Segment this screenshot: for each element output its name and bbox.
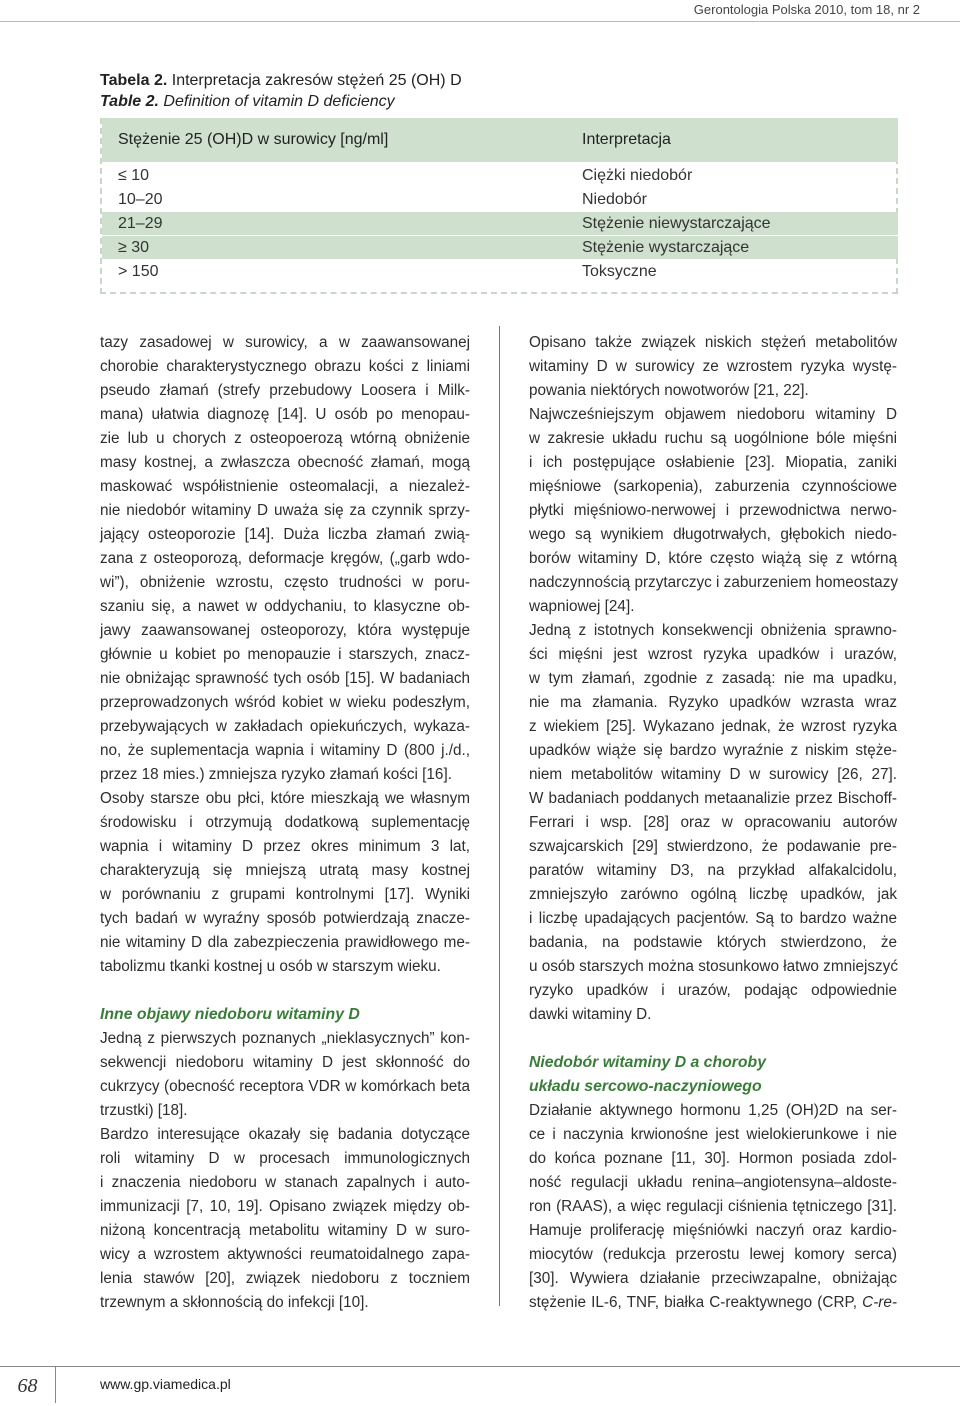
cell-interpretation: Stężenie niewystarczające <box>582 215 771 232</box>
text-line: w porównaniu z grupami kontrolnymi [17]. Wyniki <box>100 886 470 903</box>
table-caption-pl <box>100 70 462 91</box>
text-line: wi”), obniżenie wzrostu, często trudności w poru- <box>100 574 470 591</box>
text-line: masy kostnej, a zwłaszcza obecność złamań, mogą <box>100 454 470 471</box>
text-line-italic-part: C-re- <box>862 1294 897 1311</box>
text-line: tazy zasadowej w surowicy, a w zaawansowanej <box>100 334 470 351</box>
text-line: powania niektórych nowotworów [21, 22]. <box>529 382 809 399</box>
text-line: ce i naczynia krwionośne jest wielokierunkowe i nie <box>529 1126 897 1143</box>
cell-interpretation: Niedobór <box>582 191 647 208</box>
table-row <box>102 212 898 235</box>
text-line: borów witaminy D, które często wiążą się z wtórną <box>529 550 897 567</box>
paragraph <box>100 1027 470 1123</box>
text-line: upadków wiąże się bardzo wyraźnie z niskim stęże- <box>529 742 897 759</box>
table-caption-en <box>100 91 462 112</box>
caption-label-pl: Tabela 2. <box>100 72 168 89</box>
text-line: pseudo złamań (strefy przebudowy Loosera i Milk- <box>100 382 470 399</box>
text-line: tych badań w wyraźny sposób potwierdzają znacze- <box>100 910 470 927</box>
text-line: i liczbę upadających pacjentów. Są to bardzo ważne <box>529 910 897 927</box>
footer-divider <box>0 1366 960 1367</box>
table-caption <box>100 70 462 112</box>
text-line: paratów witaminy D3, na przykład alfakalcidolu, <box>529 862 897 879</box>
section-heading: Inne objawy niedoboru witaminy D <box>100 1006 360 1023</box>
text-line: badania, na podstawie których stwierdzono, że <box>529 934 897 951</box>
text-line: jający osteoporozie [14]. Duża liczba złamań zwią- <box>100 526 470 543</box>
text-line: środowisku i otrzymują dodatkową suplementację <box>100 814 470 831</box>
text-line: z wiekiem [25]. Wykazano jednak, że wzrost ryzyka <box>529 718 897 735</box>
text-line: niżoną koncentracją metabolitu witaminy D w suro- <box>100 1222 470 1239</box>
section-heading-line1: Niedobór witaminy D a choroby <box>529 1054 766 1071</box>
text-line: szaniu się, a nawet w oddychaniu, to klasyczne ob- <box>100 598 470 615</box>
cell-range: 21–29 <box>118 215 163 232</box>
text-line: W badaniach poddanych metaanalizie przez Bischoff- <box>529 790 897 807</box>
table-row <box>102 236 898 259</box>
paragraph <box>100 787 470 979</box>
text-line: nadczynnością przytarczyc i zaburzeniem homeostazy <box>529 574 898 591</box>
website-link[interactable]: www.gp.viamedica.pl <box>100 1376 231 1392</box>
text-line: Jedną z pierwszych poznanych „nieklasycznych” kon- <box>100 1030 470 1047</box>
header-concentration: Stężenie 25 (OH)D w surowicy [ng/ml] <box>118 131 389 148</box>
text-line: wego są wynikiem długotrwałych, głębokich niedo- <box>529 526 897 543</box>
text-line: lenia stawów [20], związek niedoboru z toczniem <box>100 1270 470 1287</box>
text-line: Działanie aktywnego hormonu 1,25 (OH)2D na ser- <box>529 1102 897 1119</box>
text-line: zie lub u chorych z osteopoerozą wtórną obniżenie <box>100 430 470 447</box>
text-line: Jedną z istotnych konsekwencji obniżenia sprawno- <box>529 622 897 639</box>
text-line: Hamuje proliferację mięśniówki naczyń oraz kardio- <box>529 1222 897 1239</box>
text-line: szwajcarskich [29] stwierdzono, że podawanie pre- <box>529 838 897 855</box>
text-line: ność regulacji układu renina–angiotensyna–aldoste- <box>529 1174 897 1191</box>
text-line: wapniowej [24]. <box>529 598 635 615</box>
text-line: Ferrari i wsp. [28] oraz w opracowaniu autorów <box>529 814 897 831</box>
table-header-row <box>102 118 898 162</box>
text-line: [30]. Wywiera działanie przeciwzapalne, obniżając <box>529 1270 897 1287</box>
text-line: cukrzycy (obecność receptora VDR w komórkach beta <box>100 1078 470 1095</box>
text-line: Opisano także związek niskich stężeń metabolitów <box>529 334 897 351</box>
header-divider <box>0 21 960 22</box>
text-line: roli witaminy D w procesach immunologicznych <box>100 1150 470 1167</box>
text-line: maskować współistnienie osteomalacji, a niezależ- <box>100 478 470 495</box>
text-line: immunizacji [7, 10, 19]. Opisano związek między ob- <box>100 1198 470 1215</box>
text-line: ści mięśni jest wzrost ryzyka upadków i urazów, <box>529 646 897 663</box>
journal-header: Gerontologia Polska 2010, tom 18, nr 2 <box>693 2 920 17</box>
text-line: nie niedobór witaminy D uważa się za czynnik sprzy- <box>100 502 470 519</box>
right-column <box>529 331 897 1315</box>
text-line: głównie u kobiet po menopauzie i starszych, znacz- <box>100 646 470 663</box>
cell-range: ≥ 30 <box>118 239 150 256</box>
text-line: trzewnym a skłonnością do infekcji [10]. <box>100 1294 369 1311</box>
caption-label-en: Table 2. <box>100 93 159 110</box>
left-column <box>100 331 470 1315</box>
text-line: i ich postępujące osłabienie [23]. Miopatia, zaniki <box>529 454 897 471</box>
text-line: zana z osteoporozą, deformacje kręgów, („garb wdo- <box>100 550 470 567</box>
text-line: mięśniowe (sarkopenia), zaburzenia czynnościowe <box>529 478 897 495</box>
column-divider <box>499 326 500 1306</box>
paragraph <box>529 619 897 1027</box>
text-line: nie ma złamania. Ryzyko upadków wzrasta wraz <box>529 694 897 711</box>
text-line: trzustki) [18]. <box>100 1102 188 1119</box>
header-interpretation: Interpretacja <box>582 131 671 148</box>
text-line: przebywających w zakładach opiekuńczych, wykaza- <box>100 718 470 735</box>
table-row <box>102 188 898 211</box>
text-line: i znaczenia niedoboru w stanach zapalnych i auto- <box>100 1174 470 1191</box>
text-line: przeprowadzonych wśród kobiet w wieku podeszłym, <box>100 694 470 711</box>
text-line: tabolizmu tkanki kostnej u osób w starszym wieku. <box>100 958 441 975</box>
paragraph <box>100 1123 470 1315</box>
cell-range: 10–20 <box>118 191 163 208</box>
text-line: niem metabolitów witaminy D w surowicy [26, 27]. <box>529 766 897 783</box>
text-line: ron (RAAS), a więc regulacji ciśnienia tętniczego [31]. <box>529 1198 897 1215</box>
text-line: u osób starszych można stosunkowo łatwo zmniejszyć <box>529 958 898 975</box>
text-line: dawki witaminy D. <box>529 1006 652 1023</box>
text-line: mana) ułatwia diagnozę [14]. U osób po menopau- <box>100 406 470 423</box>
cell-interpretation: Toksyczne <box>582 263 657 280</box>
text-line: wapnia i witaminy D przez okres minimum 3 lat, <box>100 838 470 855</box>
table-row <box>102 164 898 187</box>
text-line: w tym złamań, zgodnie z zasadą: nie ma upadku, <box>529 670 897 687</box>
section-heading-line2: układu sercowo-naczyniowego <box>529 1078 762 1095</box>
paragraph <box>100 331 470 787</box>
text-line: charakteryzują się mniejszą utratą masy kostnej <box>100 862 470 879</box>
vitamin-d-table <box>100 118 898 294</box>
cell-interpretation: Ciężki niedobór <box>582 167 693 184</box>
text-line: miocytów (redukcja przerostu lewej komory serca) <box>529 1246 897 1263</box>
caption-text-en: Definition of vitamin D deficiency <box>158 93 395 110</box>
text-line <box>529 1291 897 1315</box>
text-line-part: stężenie IL-6, TNF, białka C-reaktywnego (CRP, <box>529 1294 863 1311</box>
cell-interpretation: Stężenie wystarczające <box>582 239 750 256</box>
cell-range: > 150 <box>118 263 159 280</box>
text-line: jawy zaawansowanej osteoporozy, która występuje <box>100 622 470 639</box>
text-line: do końca poznane [11, 30]. Hormon posiada zdol- <box>529 1150 897 1167</box>
page-number: 68 <box>0 1366 56 1403</box>
text-line: ryzyko upadków i urazów, podając odpowiednie <box>529 982 897 999</box>
text-line: nie obniżając sprawność tych osób [15]. W badaniach <box>100 670 470 687</box>
text-line: płytki mięśniowo-nerwowej i przewodnictwa nerwo- <box>529 502 897 519</box>
text-line: zmniejszyło zarówno ogólną liczbę upadków, jak <box>529 886 897 903</box>
text-line: przez 18 mies.) zmniejsza ryzyko złamań kości [16]. <box>100 766 452 783</box>
paragraph <box>529 331 897 403</box>
text-line: witaminy D w surowicy ze wzrostem ryzyka wystę- <box>529 358 897 375</box>
text-line: sekwencji niedoboru witaminy D jest skłonność do <box>100 1054 470 1071</box>
text-line: w zakresie układu ruchu są uogólnione bóle mięśni <box>529 430 897 447</box>
text-line: Osoby starsze obu płci, które mieszkają we własnym <box>100 790 470 807</box>
text-line: chorobie charakterystycznego obrazu kości z liniami <box>100 358 470 375</box>
caption-text-pl: Interpretacja zakresów stężeń 25 (OH) D <box>167 72 462 89</box>
table-row <box>102 260 898 283</box>
spacer <box>100 979 470 1003</box>
cell-range: ≤ 10 <box>118 167 150 184</box>
text-line: Bardzo interesujące okazały się badania dotyczące <box>100 1126 470 1143</box>
paragraph <box>529 1099 897 1315</box>
text-line: no, że suplementacja wapnia i witaminy D (800 j./d., <box>100 742 470 759</box>
text-line: wicy a wzrostem aktywności reumatoidalnego zapa- <box>100 1246 470 1263</box>
spacer <box>529 1027 897 1051</box>
paragraph <box>529 403 897 619</box>
text-line: nie witaminy D dla zabezpieczenia prawidłowego me- <box>100 934 470 951</box>
text-line: Najwcześniejszym objawem niedoboru witaminy D <box>529 406 897 423</box>
